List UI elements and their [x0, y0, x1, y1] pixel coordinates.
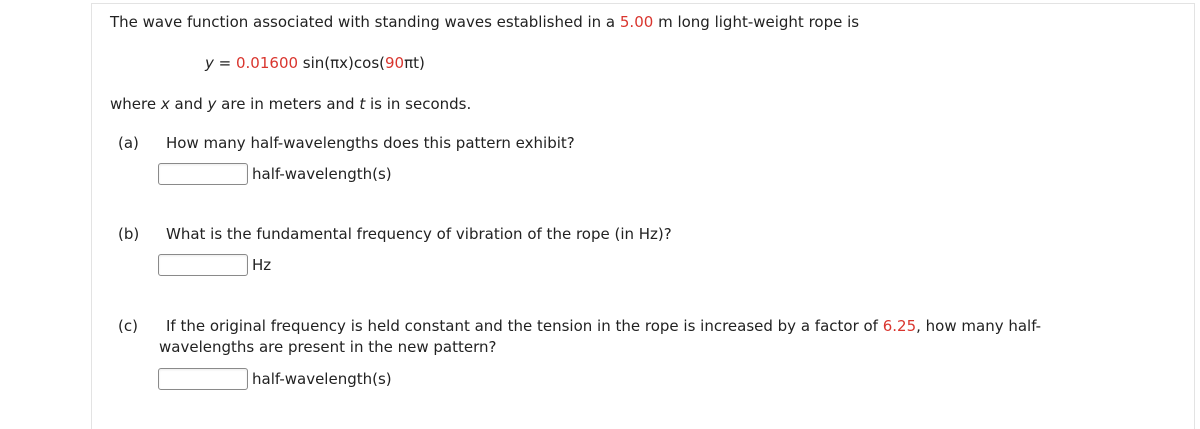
units-note-y: y	[207, 95, 217, 113]
equation-equals: =	[213, 54, 236, 72]
wave-equation	[205, 53, 425, 73]
units-note-part: where	[110, 95, 161, 113]
part-b-unit: Hz	[252, 256, 272, 274]
part-a-answer-input[interactable]	[158, 163, 248, 185]
part-b-question-text: What is the fundamental frequency of vibration of the rope (in Hz)?	[166, 225, 672, 243]
part-c-label: (c)	[118, 317, 138, 335]
part-c-answer-row	[158, 368, 392, 390]
equation-amplitude: 0.01600	[236, 54, 299, 72]
part-b-question	[118, 224, 672, 244]
part-a-unit: half-wavelength(s)	[252, 165, 392, 183]
part-c-answer-input[interactable]	[158, 368, 248, 390]
intro-text-before: The wave function associated with standing waves established in a	[110, 13, 620, 31]
part-c-question-text-line2: wavelengths are present in the new pattern?	[159, 338, 497, 356]
units-note-part: and	[169, 95, 208, 113]
part-a-question	[118, 133, 575, 153]
part-b-answer-input[interactable]	[158, 254, 248, 276]
rope-length-value: 5.00	[619, 13, 654, 31]
part-c-question	[118, 316, 1041, 336]
intro-text-after: m long light-weight rope is	[653, 13, 860, 31]
equation-omega: 90	[385, 54, 405, 72]
part-c-question-text-end: , how many half-	[916, 317, 1042, 335]
tension-factor-value: 6.25	[882, 317, 917, 335]
units-note-part: are in meters and	[216, 95, 360, 113]
equation-lhs: y	[205, 54, 214, 72]
part-b-label: (b)	[118, 225, 140, 243]
equation-mid: sin(πx)cos(	[298, 54, 385, 72]
part-c-question-text: If the original frequency is held constant and the tension in the rope is increased by a factor of	[166, 317, 883, 335]
units-note-t: t	[359, 95, 366, 113]
part-a-question-text: How many half-wavelengths does this pattern exhibit?	[166, 134, 575, 152]
equation-end: πt)	[404, 54, 425, 72]
units-note-x: x	[160, 95, 170, 113]
part-a-label: (a)	[118, 134, 139, 152]
part-c-question-line2	[159, 337, 496, 357]
part-a-answer-row	[158, 163, 392, 185]
units-note	[110, 94, 471, 114]
intro-text	[110, 12, 859, 32]
part-b-answer-row	[158, 254, 271, 276]
units-note-part: is in seconds.	[365, 95, 472, 113]
part-c-unit: half-wavelength(s)	[252, 370, 392, 388]
